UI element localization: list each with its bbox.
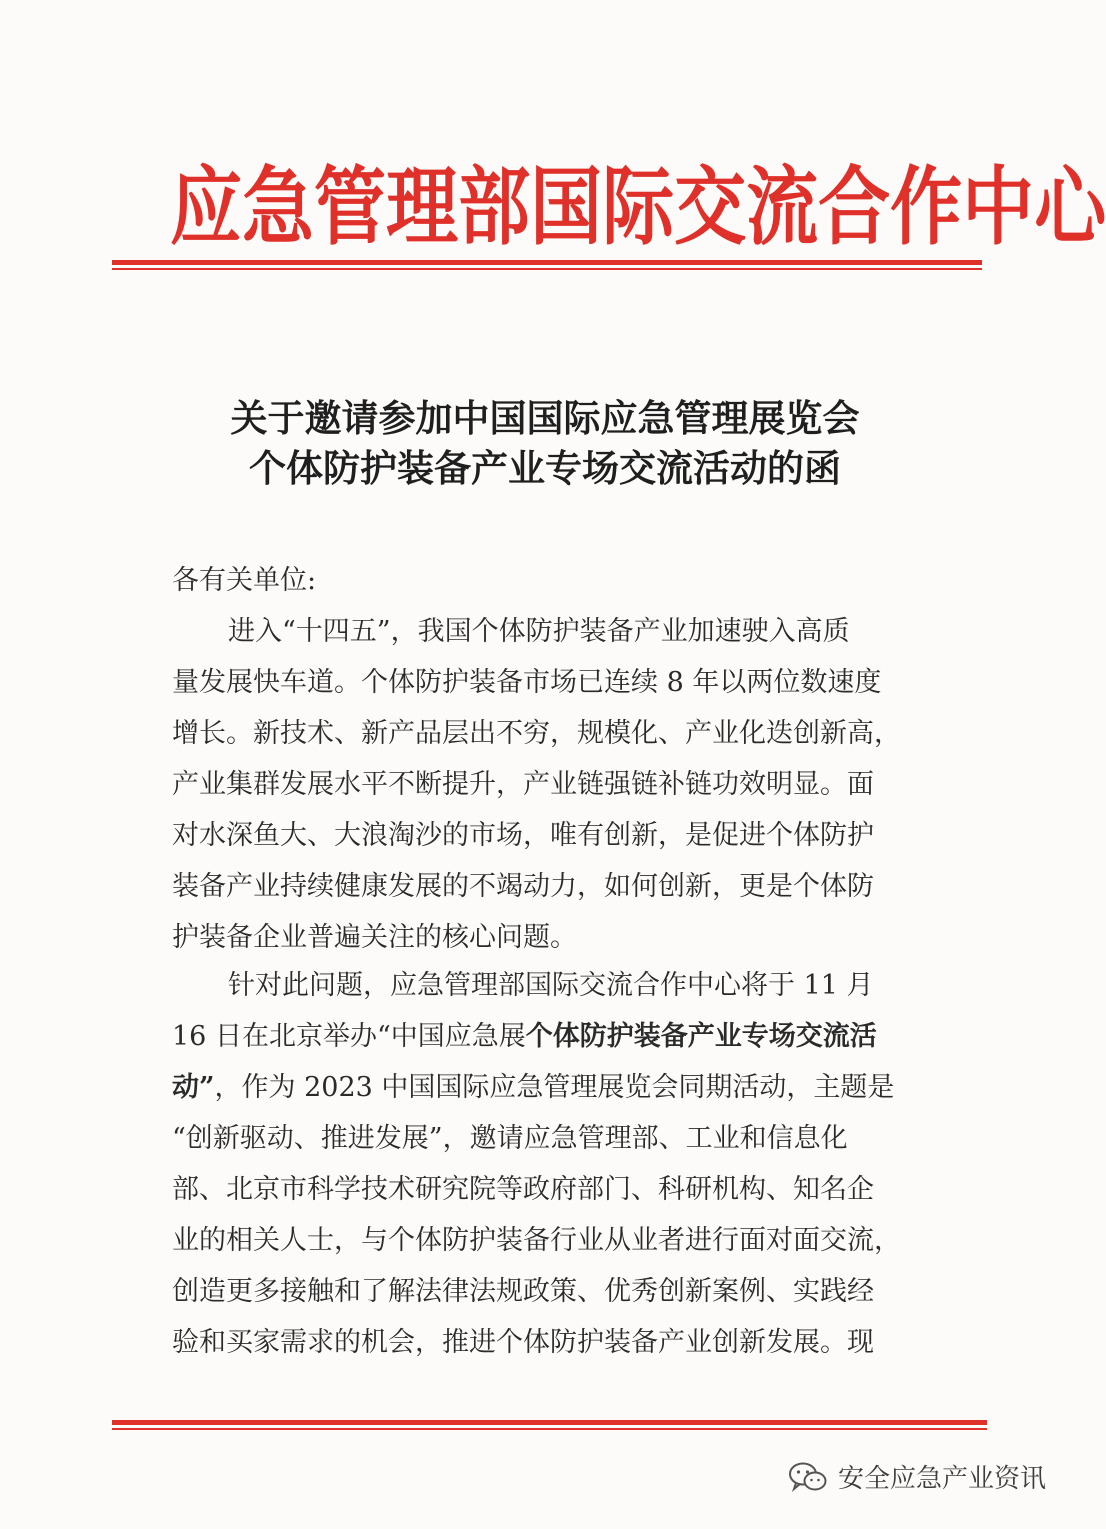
paragraph-line: 产业集群发展水平不断提升，产业链强链补链功效明显。面 xyxy=(172,769,874,800)
letterhead-divider-thin xyxy=(112,268,982,270)
paragraph-line: 进入“十四五”，我国个体防护装备产业加速驶入高质 xyxy=(228,616,850,647)
letterhead-char: 中 xyxy=(962,157,1035,257)
paragraph-line: 对水深鱼大、大浪淘沙的市场，唯有创新，是促进个体防护 xyxy=(172,820,874,851)
account-name: 安全应急产业资讯 xyxy=(837,1464,1046,1494)
title-line-2: 个体防护装备产业专场交流活动的函 xyxy=(249,446,841,490)
paragraph-1 xyxy=(172,606,922,963)
document-title xyxy=(120,393,970,493)
letterhead-char: 合 xyxy=(818,157,891,257)
salutation: 各有关单位: xyxy=(172,565,317,596)
paragraph-line: 装备产业持续健康发展的不竭动力，如何创新，更是个体防 xyxy=(172,871,874,902)
paragraph-2 xyxy=(172,960,922,1368)
event-name-bold: 动” xyxy=(172,1072,215,1103)
paragraph-line: “创新驱动、推进发展”，邀请应急管理部、工业和信息化 xyxy=(172,1123,848,1154)
letterhead-char: 急 xyxy=(242,157,315,257)
paragraph-line: 创造更多接触和了解法律法规政策、优秀创新案例、实践经 xyxy=(172,1276,874,1307)
event-name-bold: 个体防护装备产业专场交流活 xyxy=(525,1021,877,1052)
paragraph-line: 验和买家需求的机会，推进个体防护装备产业创新发展。现 xyxy=(172,1327,874,1358)
paragraph-line: 护装备企业普遍关注的核心问题。 xyxy=(172,922,577,953)
paragraph-line: 部、北京市科学技术研究院等政府部门、科研机构、知名企 xyxy=(172,1174,874,1205)
letterhead-char: 部 xyxy=(458,157,531,257)
letterhead-char: 心 xyxy=(1034,157,1106,257)
letterhead-char: 际 xyxy=(602,157,675,257)
letterhead-char: 管 xyxy=(314,157,387,257)
footer-divider-thin xyxy=(112,1428,987,1430)
paragraph-line: 量发展快车道。个体防护装备市场已连续 8 年以两位数速度 xyxy=(172,667,882,698)
paragraph-line: 针对此问题，应急管理部国际交流合作中心将于 11 月 xyxy=(228,970,874,1001)
paragraph-line: 增长。新技术、新产品层出不穷，规模化、产业化迭创新高， xyxy=(172,718,901,749)
letterhead-char: 作 xyxy=(890,157,963,257)
wechat-icon xyxy=(788,1461,828,1493)
paragraph-text: ，作为 2023 中国国际应急管理展览会同期活动，主题是 xyxy=(214,1072,895,1103)
letterhead-char: 理 xyxy=(386,157,459,257)
letterhead-org-name xyxy=(170,150,1106,257)
letterhead-char: 流 xyxy=(746,157,819,257)
letterhead-char: 交 xyxy=(674,157,747,257)
title-line-1: 关于邀请参加中国国际应急管理展览会 xyxy=(230,396,860,440)
footer-divider-thick xyxy=(112,1420,987,1425)
letterhead-char: 应 xyxy=(170,157,243,257)
paragraph-text: 16 日在北京举办“中国应急展 xyxy=(172,1021,526,1052)
watermark-account xyxy=(788,1458,1046,1495)
paragraph-line: 业的相关人士，与个体防护装备行业从业者进行面对面交流， xyxy=(172,1225,901,1256)
letterhead-divider-thick xyxy=(112,260,982,265)
paragraph-line xyxy=(172,1062,922,1113)
letterhead-char: 国 xyxy=(530,157,603,257)
paragraph-line xyxy=(172,1011,922,1062)
